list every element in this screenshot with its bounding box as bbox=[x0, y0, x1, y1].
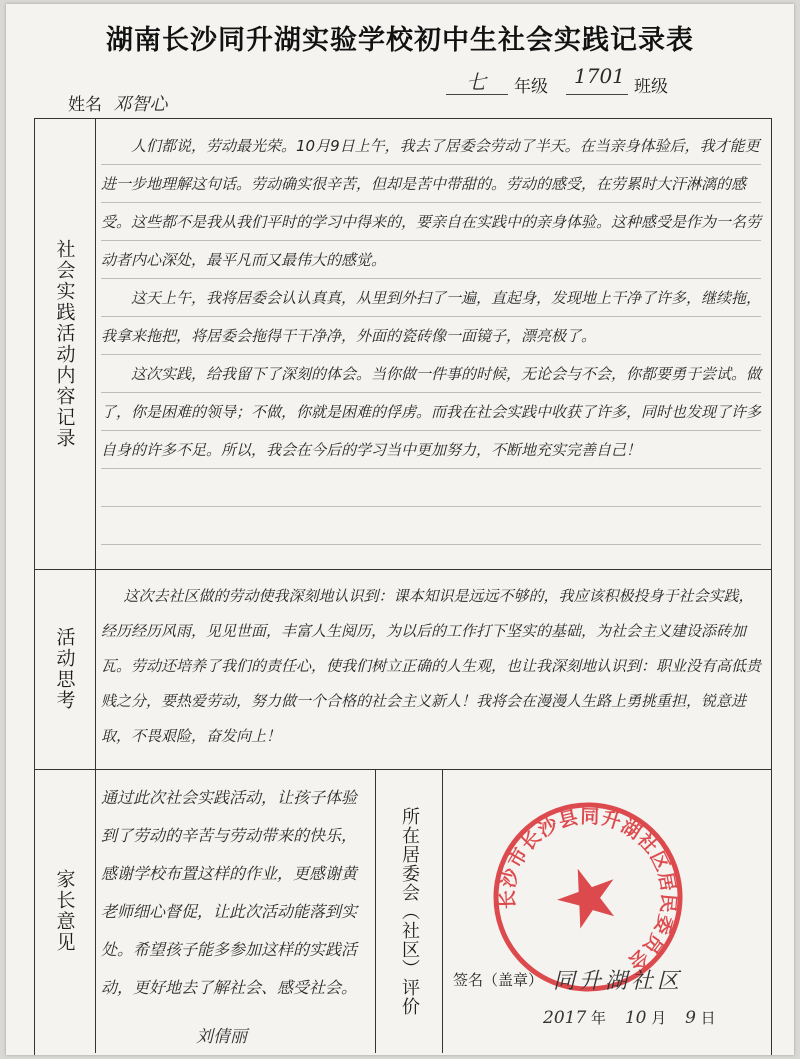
reflection-label: 活动思考 bbox=[53, 627, 76, 711]
activity-record-row bbox=[35, 119, 771, 570]
committee-date: 2017 年 10 月 9 日 bbox=[543, 1008, 716, 1028]
parent-opinion-text: 通过此次社会实践活动，让孩子体验到了劳动的辛苦与劳动带来的快乐，感谢学校布置这样的作业，更感谢黄老师细心督促，让此次活动能落到实处。希望孩子能多参加这样的实践活动，更好地去了解社会、感受社会。 bbox=[101, 788, 358, 997]
parent-label: 家长意见 bbox=[53, 869, 76, 953]
committee-label: 所在居委会（社区）评价 bbox=[399, 806, 420, 1016]
reflection-content bbox=[101, 579, 761, 754]
committee-signature: 同升湖社区 bbox=[553, 969, 684, 994]
committee-label-cell bbox=[375, 769, 443, 1053]
parent-label-cell bbox=[35, 769, 96, 1053]
page-title: 湖南长沙同升湖实验学校初中生社会实践记录表 bbox=[106, 25, 694, 56]
grade-class-line bbox=[446, 64, 776, 100]
class-value: 1701 bbox=[574, 64, 625, 88]
activity-record-label-cell bbox=[35, 119, 96, 569]
name-line bbox=[68, 90, 268, 118]
seal-text: 长沙市长沙县同升湖社区居民委员会 bbox=[496, 805, 680, 975]
committee-evaluation-area bbox=[443, 769, 771, 1053]
grade-value: 七 bbox=[466, 70, 486, 94]
parent-committee-row bbox=[35, 769, 771, 1053]
sign-label: 签名（盖章） bbox=[453, 971, 544, 989]
grade-label: 年级 bbox=[514, 77, 548, 97]
activity-record-content bbox=[101, 127, 761, 559]
reflection-label-cell bbox=[35, 569, 96, 769]
activity-record-label: 社会实践活动内容记录 bbox=[53, 239, 76, 449]
name-label: 姓名 bbox=[68, 95, 102, 115]
activity-paragraph-3: 这次实践，给我留下了深刻的体会。当你做一件事的时候，无论会与不会，你都要勇于尝试。做了，你是困难的领导；不做，你就是困难的俘虏。而我在社会实践中收获了许多，同时也发现了许多自身的许多不足。所以，我会在今后的学习当中更加努力，不断地充实完善自己！ bbox=[101, 365, 762, 459]
parent-signature: 刘倩丽 bbox=[196, 1027, 247, 1047]
name-value: 邓智心 bbox=[113, 94, 168, 115]
record-sheet bbox=[6, 4, 794, 1055]
class-label: 班级 bbox=[634, 77, 668, 97]
record-table bbox=[34, 118, 772, 1055]
reflection-row bbox=[35, 569, 771, 770]
activity-paragraph-1: 人们都说，劳动最光荣。10月9日上午，我去了居委会劳动了半天。在当亲身体验后，我才能更进一步地理解这句话。劳动确实很辛苦，但却是苦中带甜的。劳动的感受，在劳累时大汗淋漓的感受。这些都不是我从我们平时的学习中得来的，要亲自在实践中的亲身体验。这种感受是作为一名劳动者内心深处，最平凡而又最伟大的感觉。 bbox=[101, 137, 762, 269]
reflection-text: 这次去社区做的劳动使我深刻地认识到：课本知识是远远不够的，我应该积极投身于社会实践，经历经历风雨，见见世面，丰富人生阅历，为以后的工作打下坚实的基础，为社会主义建设添砖加瓦。劳动还培养了我们的责任心，使我们树立正确的人生观，也让我深刻地认识到：职业没有高低贵贱之分，要热爱劳动，努力做一个合格的社会主义新人！我将会在漫漫人生路上勇挑重担，锐意进取，不畏艰险，奋发向上！ bbox=[101, 587, 762, 745]
activity-paragraph-2: 这天上午，我将居委会认认真真，从里到外扫了一遍，直起身，发现地上干净了许多，继续拖，我拿来拖把，将居委会拖得干干净净，外面的瓷砖像一面镜子，漂亮极了。 bbox=[101, 289, 762, 345]
